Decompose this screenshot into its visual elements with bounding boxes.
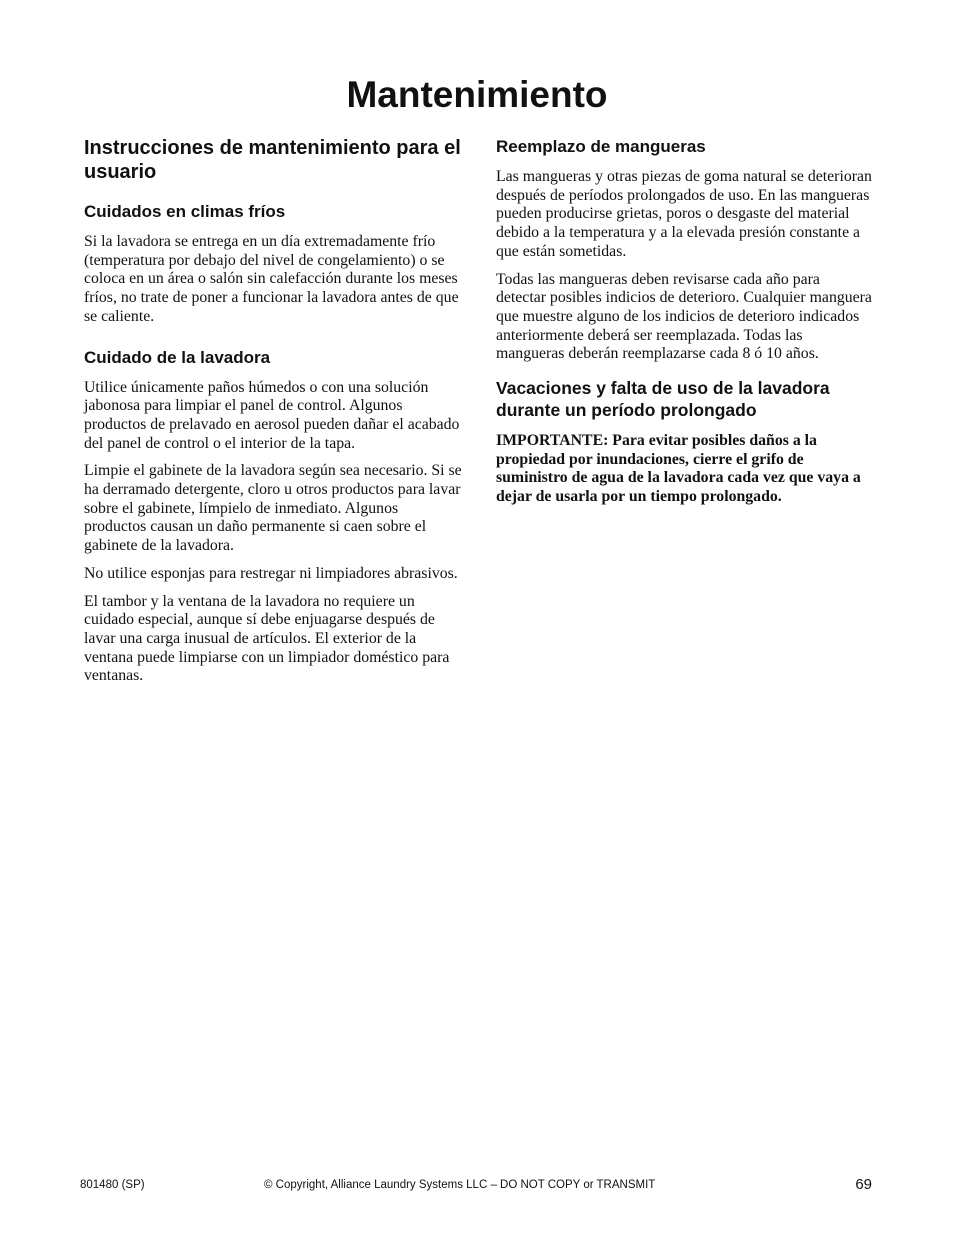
- document-code: 801480 (SP): [80, 1179, 145, 1191]
- paragraph-hose-deterioration: Las mangueras y otras piezas de goma natural se deterioran después de períodos prolongados de uso. En las mangueras pueden producirse grietas, poros o desgaste del material debido a la temperatura y a la elevada presión constante a que están sometidas.: [496, 168, 872, 260]
- copyright-notice: © Copyright, Alliance Laundry Systems LLC – DO NOT COPY or TRANSMIT: [264, 1179, 656, 1191]
- paragraph-no-abrasives: No utilice esponjas para restregar ni limpiadores abrasivos.: [84, 564, 458, 582]
- paragraph-cold-climate: Si la lavadora se entrega en un día extremadamente frío (temperatura por debajo del nivel de congelamiento) o se coloca en un área o salón sin calefacción durante los meses fríos, no trate de poner a funcionar la lavadora antes de que se caliente.: [84, 233, 459, 325]
- page-footer: [80, 1176, 872, 1196]
- paragraph-important-water-supply: IMPORTANTE: Para evitar posibles daños a la propiedad por inundaciones, cierre el grifo de suministro de agua de la lavadora cada vez que vaya a dejar de usarla por un tiempo prolongado.: [496, 432, 861, 506]
- page-title: Mantenimiento: [346, 74, 608, 115]
- subheading-cold-climate-care: Cuidados en climas fríos: [84, 202, 286, 221]
- subheading-washer-care: Cuidado de la lavadora: [84, 347, 271, 367]
- subheading-vacation-nonuse: Vacaciones y falta de uso de la lavadora durante un período prolongado: [496, 378, 830, 421]
- page-number: 69: [855, 1176, 872, 1193]
- paragraph-drum-window-care: El tambor y la ventana de la lavadora no requiere un cuidado especial, aunque sí debe enjuagarse después de lavar una carga inusual de artículos. El exterior de la ventana puede limpiarse con un limpiador doméstico para ventanas.: [84, 592, 450, 685]
- paragraph-control-panel-cleaning: Utilice únicamente paños húmedos o con una solución jabonosa para limpiar el panel de control. Algunos productos de prelavado en aerosol pueden dañar el acabado del panel de control o el interior de la tapa.: [84, 378, 460, 452]
- right-column: [496, 136, 872, 516]
- paragraph-cabinet-cleaning: Limpie el gabinete de la lavadora según sea necesario. Si se ha derramado detergente, cloro u otros productos para lavar sobre el gabinete, límpielo de inmediato. Algunos productos causan un daño permanente si caen sobre el gabinete de la lavadora.: [84, 462, 462, 555]
- left-column: [84, 136, 462, 695]
- paragraph-hose-inspection: Todas las mangueras deben revisarse cada año para detectar posibles indicios de deterioro. Cualquier manguera que muestre alguno de los indicios de deterioro indicados anteriormente deberá ser reemplazada. Todas las mangueras deberán reemplazarse cada 8 ó 10 años.: [496, 270, 872, 363]
- subheading-hose-replacement: Reemplazo de mangueras: [496, 137, 706, 156]
- section-heading-maintenance-instructions: Instrucciones de mantenimiento para el usuario: [84, 137, 461, 183]
